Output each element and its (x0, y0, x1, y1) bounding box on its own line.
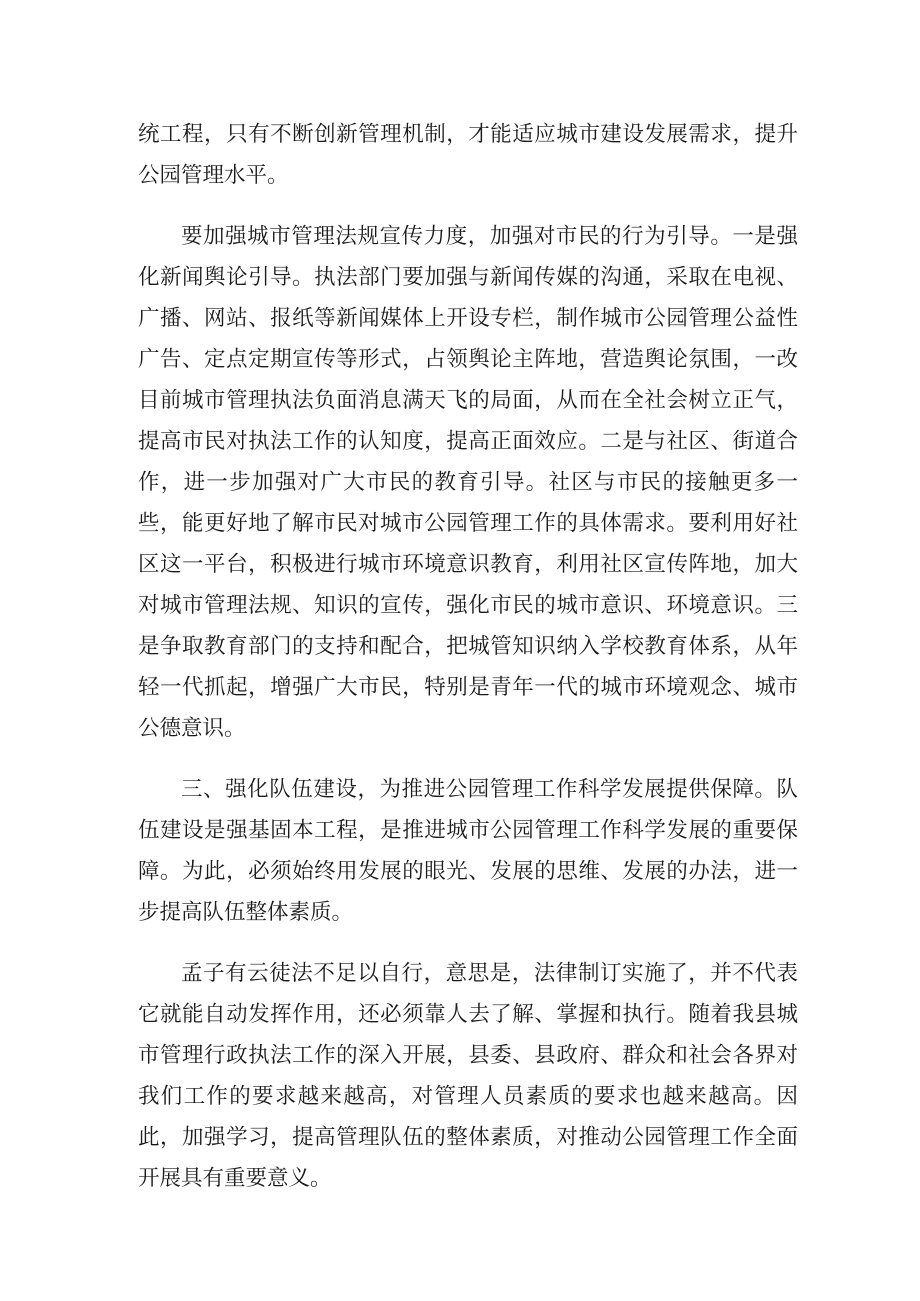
paragraph-continuation: 统工程，只有不断创新管理机制，才能适应城市建设发展需求，提升公园管理水平。 (138, 122, 798, 188)
paragraph-mencius-quote: 孟子有云徒法不足以自行，意思是，法律制订实施了，并不代表它就能自动发挥作用，还必须靠人去了解、掌握和执行。随着我县城市管理行政执法工作的深入开展，县委、县政府、群众和社会各界对我们工作的要求越来越高，对管理人员素质的要求也越来越高。因此，加强学习，提高管理队伍的整体素质，对推动公园管理工作全面开展具有重要意义。 (138, 961, 798, 1191)
paragraph-publicity: 要加强城市管理法规宣传力度，加强对市民的行为引导。一是强化新闻舆论引导。执法部门要加强与新闻传媒的沟通，采取在电视、广播、网站、报纸等新闻媒体上开设专栏，制作城市公园管理公益性广告、定点定期宣传等形式，占领舆论主阵地，营造舆论氛围，一改目前城市管理执法负面消息满天飞的局面，从而在全社会树立正气，提高市民对执法工作的认知度，提高正面效应。二是与社区、街道合作，进一步加强对广大市民的教育引导。社区与市民的接触更多一些，能更好地了解市民对城市公园管理工作的具体需求。要利用好社区这一平台，积极进行城市环境意识教育，利用社区宣传阵地，加大对城市管理法规、知识的宣传，强化市民的城市意识、环境意识。三是争取教育部门的支持和配合，把城管知识纳入学校教育体系，从年轻一代抓起，增强广大市民，特别是青年一代的城市环境观念、城市公德意识。 (138, 224, 798, 741)
paragraph-team-building: 三、强化队伍建设，为推进公园管理工作科学发展提供保障。队伍建设是强基固本工程，是推进城市公园管理工作科学发展的重要保障。为此，必须始终用发展的眼光、发展的思维、发展的办法，进一步提高队伍整体素质。 (138, 777, 798, 925)
document-body (138, 114, 798, 1219)
